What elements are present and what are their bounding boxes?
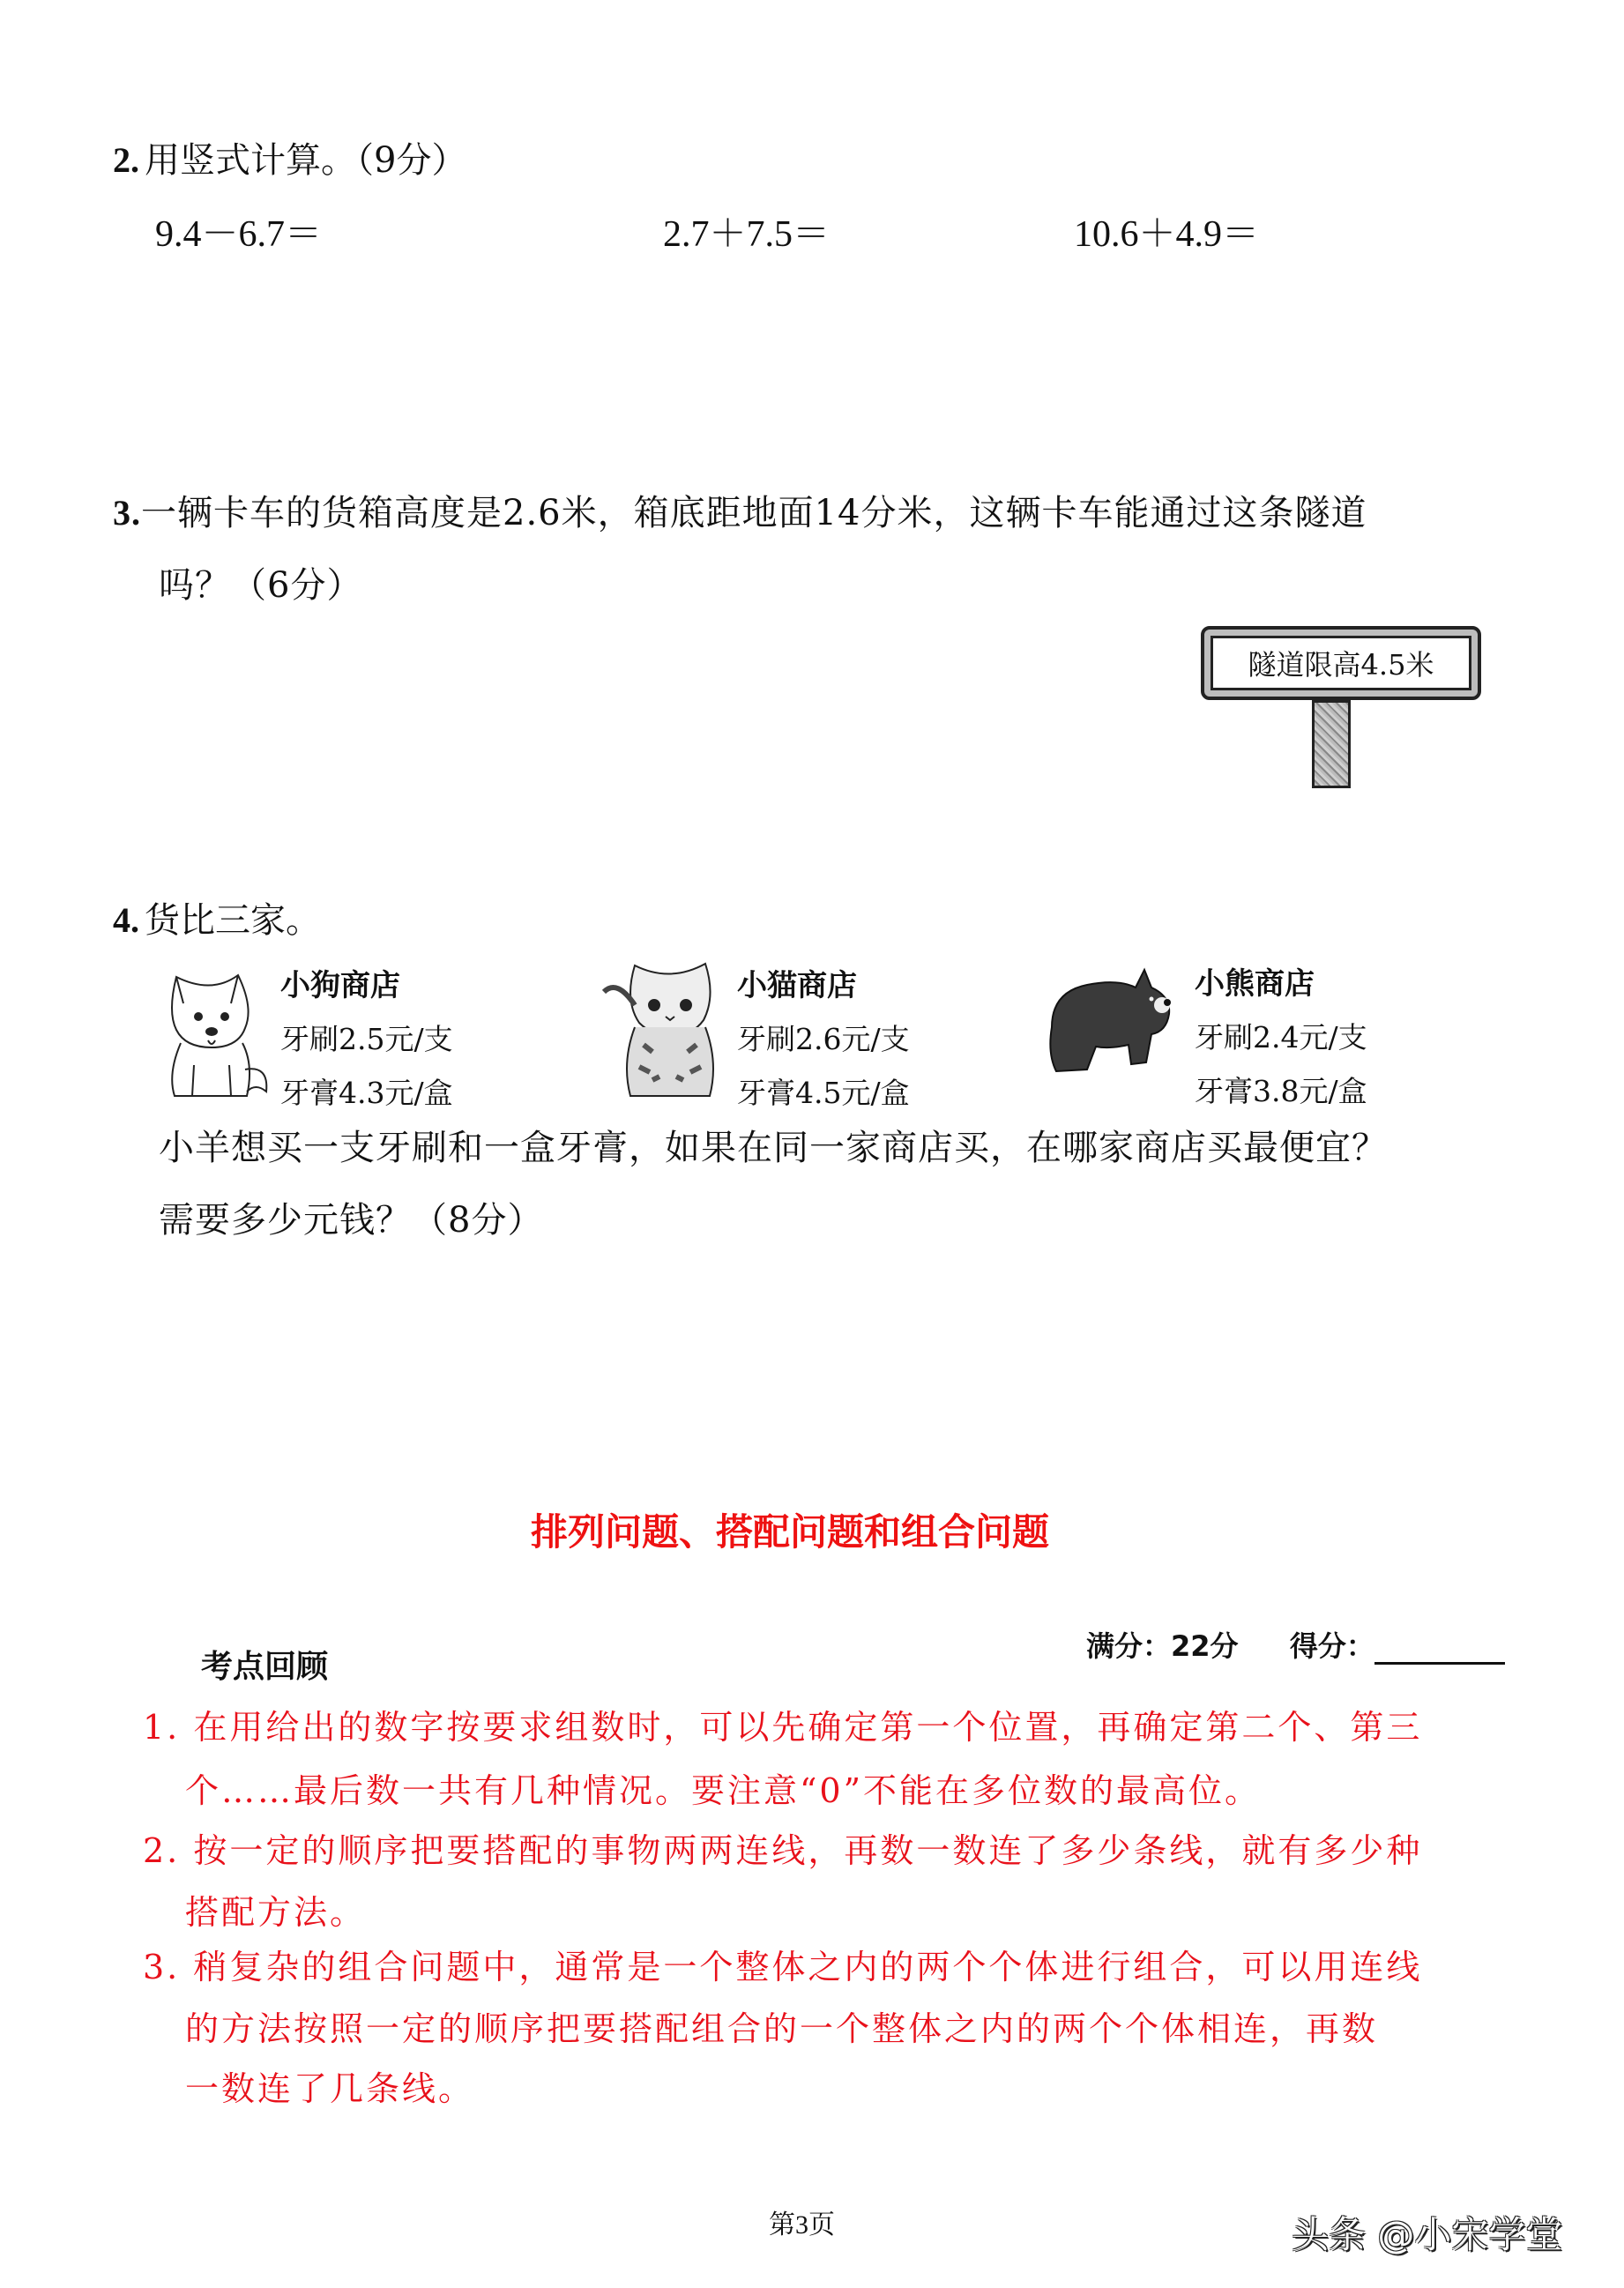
tip-3-line-1: 3. 稍复杂的组合问题中，通常是一个整体之内的两个个体进行组合，可以用连线: [143, 1948, 1423, 1986]
tip-1-line-2: 个……最后数一共有几种情况。要注意“0”不能在多位数的最高位。: [185, 1771, 1262, 1810]
review-heading: 考点回顾: [201, 1649, 329, 1685]
toothpaste-price: 牙膏3.8元/盒: [1195, 1074, 1367, 1108]
q2-expression-1: 9.4－6.7＝: [155, 214, 323, 255]
toothbrush-price: 牙刷2.4元/支: [1195, 1020, 1367, 1055]
shop-name: 小狗商店: [280, 968, 400, 1003]
page-number: 第3页: [769, 2210, 835, 2240]
q2-heading: [113, 132, 466, 183]
shop-bear: [1195, 959, 1367, 1110]
q3-line-2: 吗？（6分）: [159, 565, 363, 606]
dog-illustration-icon: [150, 959, 273, 1100]
shop-dog: [280, 961, 453, 1112]
toothpaste-price: 牙膏4.5元/盒: [737, 1076, 910, 1110]
toothbrush-price: 牙刷2.5元/支: [280, 1022, 453, 1056]
sign-post: [1312, 700, 1351, 788]
q4-number: 4.: [113, 900, 139, 940]
q3-line-1: [113, 485, 1367, 535]
q2-number: 2.: [113, 140, 139, 180]
tip-2-line-2: 搭配方法。: [185, 1893, 367, 1932]
tip-1-line-1: 1. 在用给出的数字按要求组数时，可以先确定第一个位置，再确定第二个、第三: [143, 1708, 1423, 1747]
q4-question-line-1: 小羊想买一支牙刷和一盒牙膏，如果在同一家商店买，在哪家商店买最便宜？: [159, 1128, 1388, 1168]
bear-illustration-icon: [1047, 965, 1180, 1076]
q2-expression-2: 2.7＋7.5＝: [663, 214, 831, 255]
score-label: 得分：: [1289, 1629, 1374, 1663]
section-title: 排列问题、搭配问题和组合问题: [531, 1510, 1050, 1554]
toothbrush-price: 牙刷2.6元/支: [737, 1022, 910, 1056]
cat-illustration-icon: [600, 957, 732, 1102]
tunnel-height-sign: [1201, 626, 1481, 700]
shop-name: 小猫商店: [737, 968, 857, 1003]
score-row: [1086, 1624, 1505, 1665]
q4-title: 货比三家。: [145, 900, 321, 941]
q2-title: 用竖式计算。（9分）: [145, 140, 467, 181]
watermark: 头条 @小宋学堂: [1292, 2213, 1563, 2256]
toothpaste-price: 牙膏4.3元/盒: [280, 1076, 453, 1110]
q3-text: 一辆卡车的货箱高度是2.6米，箱底距地面14分米，这辆卡车能通过这条隧道: [141, 493, 1367, 533]
full-score: 满分：22分: [1086, 1629, 1239, 1663]
shop-cat: [737, 961, 910, 1112]
tip-3-line-3: 一数连了几条线。: [185, 2069, 475, 2108]
tip-3-line-2: 的方法按照一定的顺序把要搭配组合的一个整体之内的两个个体相连，再数: [185, 2009, 1379, 2048]
score-blank: [1374, 1636, 1505, 1665]
q2-expression-3: 10.6＋4.9＝: [1074, 214, 1260, 255]
q4-question-line-2: 需要多少元钱？（8分）: [159, 1200, 544, 1241]
sign-text: 隧道限高4.5米: [1211, 636, 1471, 690]
tip-2-line-1: 2. 按一定的顺序把要搭配的事物两两连线，再数一数连了多少条线，就有多少种: [143, 1831, 1423, 1870]
shop-name: 小熊商店: [1195, 966, 1315, 1002]
q3-number: 3.: [113, 493, 141, 533]
q4-heading: [113, 892, 321, 943]
